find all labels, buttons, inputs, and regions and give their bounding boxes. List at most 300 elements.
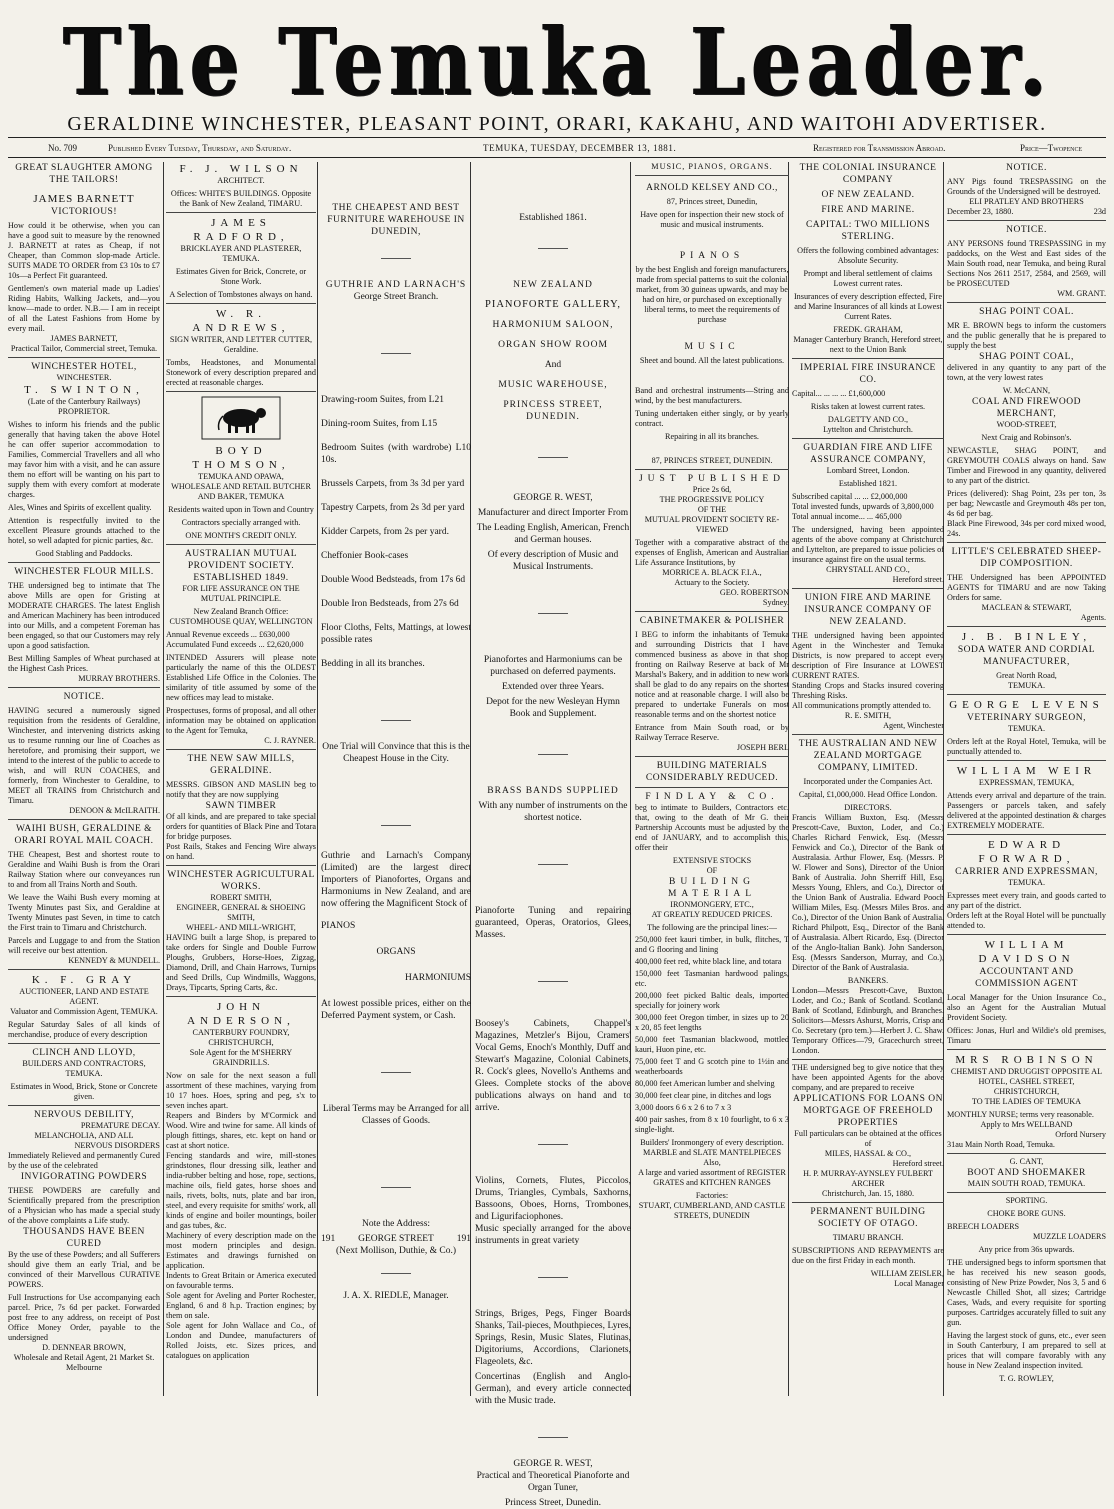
ad-subheading: Next Craig and Robinson's. [981, 433, 1072, 442]
ad-subheading: NERVOUS DISORDERS [74, 1141, 160, 1150]
ad-signature: Apply to Mrs WELLBAND [980, 1120, 1073, 1129]
ad-heading: PIANOS [679, 251, 745, 261]
ad-body: Sole agent for John Wallace and Co., of London and Dundee, manufacturers of Rolled Joists, etc. Sizes prices, and catalogues on application [166, 1321, 316, 1360]
ad-body: Estimates Given for Brick, Concrete, or Stone Work. [175, 267, 307, 286]
ad-subheading: MUZZLE LOADERS [1033, 1232, 1106, 1241]
ad-name: WILLIAM DAVIDSON [978, 939, 1075, 965]
columns [8, 162, 1106, 1508]
timber-list-item: 400 pair sashes, from 8 x 10 fourlight, to 6 x 3 single-light. [635, 1115, 789, 1134]
divider [538, 754, 568, 755]
ad-body: A large and varied assortment of REGISTER GRATES and KITCHEN RANGES [638, 1168, 786, 1187]
ad-subheading: CHEMIST AND DRUGGIST OPPOSITE AL HOTEL, CASHEL STREET, CHRISTCHURCH, [950, 1067, 1103, 1096]
ad-subheading: OF [706, 866, 718, 875]
issue-number: No. 709 [48, 143, 77, 153]
ad-body: by the best English and foreign manufacturers, made from special patterns to suit the colonial market, from 30 guineas upwards, and may be had on hire, or purchased on exceptionally liberal terms, to meet the requirements of purchase [635, 265, 789, 324]
divider [635, 175, 789, 176]
ad-subheading: BANKERS. [847, 976, 889, 985]
ad-subheading: TO THE LADIES OF TEMUKA [971, 1097, 1082, 1106]
ad-body: Have open for inspection their new stock of music and musical instruments. [640, 210, 784, 229]
ad-subheading: BUILDING MATERIAL [667, 877, 757, 899]
ad-body: Risks taken at lowest current rates. [810, 402, 926, 411]
ad-subheading: AT GREATLY REDUCED PRICES. [651, 910, 773, 919]
ad-signature: R. E. SMITH, [844, 711, 892, 720]
price-list [321, 394, 471, 670]
ad-signature: FREDK. GRAHAM, [833, 325, 903, 334]
ad-subheading: FOR LIFE ASSURANCE ON THE MUTUAL PRINCIPLE. [182, 584, 300, 603]
divider [8, 1043, 160, 1044]
divider [8, 819, 160, 820]
ad-heading: WINCHESTER AGRICULTURAL WORKS. [167, 870, 315, 892]
ad-heading: SHAG POINT COAL. [979, 307, 1074, 317]
ad-subheading: TIMARU BRANCH. [832, 1233, 904, 1242]
ad-body: THE undersigned begs to inform sportsmen that he has received his new season goods, consisting of New Prize Powder, Nos 3, 5 and 6 Newcastle Chilled Shot, all sizes; Cartridge Cases, Wads, and every requisite for sporting purposes. Cartridges accurately filled to suit any gun. [947, 1258, 1106, 1327]
ad-body: SUBSCRIPTIONS AND REPAYMENTS are due on the first Friday in each month. [792, 1246, 944, 1265]
divider [947, 302, 1106, 303]
ad-signature: MACLEAN & STEWART, [981, 603, 1072, 612]
ad-signature: Agent, Winchester [883, 721, 944, 730]
timber-list-item: 80,000 feet American lumber and shelving [635, 1079, 775, 1088]
divider [538, 1277, 568, 1278]
ad-heading: LITTLE'S CELEBRATED SHEEP-DIP COMPOSITION. [951, 547, 1102, 569]
ad-body: Extended over three Years. [501, 682, 605, 692]
ad-body: Entrance from Main South road, or by Railway Terrace Reserve. [635, 723, 789, 742]
divider [166, 996, 316, 997]
timber-list-item: 3,000 doors 6 6 x 2 6 to 7 x 3 [635, 1103, 732, 1112]
ad-subheading: ENGINEER, GENERAL & SHOEING SMITH, [176, 903, 306, 922]
ad-signature: CHRYSTALL AND CO., [826, 565, 910, 574]
ad-body: Now on sale for the next season a full assortment of these machines, varying from 10 17 hoes. Hoes, spring and peg, s'x to seven inches apart. [166, 1071, 316, 1110]
ad-subheading: SAWN TIMBER [205, 801, 277, 811]
ad-name: NEW ZEALAND [513, 280, 593, 290]
ad-signature: C. J. RAYNER. [264, 736, 316, 745]
issue-date: TEMUKA, TUESDAY, DECEMBER 13, 1881. [483, 143, 677, 153]
timber-list [635, 935, 789, 1135]
street-name: GEORGE STREET [358, 1234, 434, 1244]
ad-name: W. R. ANDREWS, [192, 308, 290, 334]
ad-signature: T. G. ROWLEY, [999, 1374, 1054, 1383]
ad-body: Guthrie and Larnach's Company (Limited) are the largest direct Importers of Pianofortes, Organs and Harmoniums in New Zealand, and are now offering the Magnificent Stock of [321, 851, 471, 909]
divider [635, 787, 789, 788]
ad-subheading: SHAG POINT COAL, [979, 352, 1074, 362]
ad-subheading: EXPRESSMAN, TEMUKA, [978, 778, 1075, 787]
ad-body: Attends every arrival and departure of the train. Passengers or parcels taken, and safely delivered at the appointed destination & charges EXTREMELY MODERATE. [947, 791, 1106, 830]
column-4 [475, 162, 631, 1508]
divider [947, 834, 1106, 835]
ad-body: Any price from 36s upwards. [978, 1245, 1075, 1254]
ad-name: ARNOLD KELSEY AND CO., [646, 183, 778, 193]
divider [538, 613, 568, 614]
ad-body: Concertinas (English and Anglo-German), and every article connected with the Music trade. [475, 1372, 631, 1406]
ad-body: Estimates in Wood, Brick, Stone or Concrete given. [10, 1082, 158, 1101]
ad-footer: ONE MONTH'S CREDIT ONLY. [185, 531, 297, 540]
column-3 [321, 162, 471, 1396]
ad-signature: GEO. ROBERTSON [719, 588, 789, 597]
ad-signature: GEORGE R. WEST, [513, 1459, 593, 1469]
ad-subheading: SODA WATER AND CORDIAL MANUFACTURER, [957, 645, 1096, 667]
ad-body: Boosey's Cabinets, Chappel's Magazines, Metzler's Bijou, Cramers' Vocal Gems, Enoch's Monthly, Duff and Stewart's Magazine, Colonial Cabinets, R. Cock's glees, Novello's Anthems and Glees. Complete stocks of the above publications always on hand and to arrive. [475, 1019, 631, 1113]
ad-body: ANY PERSONS found TRESPASSING in my paddocks, on the West and East sides of the Main South road, near Temuka, and being Rural Sections Nos 2611 2517, 2584, and 2569, will be PROSECUTED [947, 239, 1106, 288]
ad-body: delivered in any quantity to any part of the town, at the very lowest rates [947, 363, 1106, 382]
ad-subheading: 87, Princes street, Dunedin, [666, 197, 758, 206]
price-list-item: Bedroom Suites (with wardrobe) L10 10s. [321, 443, 471, 465]
ad-signature: JOSEPH BERL [736, 743, 789, 752]
ad-signature: 87, PRINCES STREET, DUNEDIN. [651, 456, 773, 465]
divider [792, 734, 944, 735]
bull-illustration-icon [201, 396, 281, 440]
divider [381, 1187, 411, 1188]
ad-subheading: COAL AND FIREWOOD MERCHANT, [972, 397, 1081, 419]
ad-subheading: TEMUKA AND OPAWA, [198, 472, 284, 481]
ad-subheading: BRICKLAYER AND PLASTERER, TEMUKA. [180, 244, 302, 263]
divider [947, 542, 1106, 543]
ad-signature: MURRAY BROTHERS. [78, 674, 160, 683]
ad-subheading: CANTERBURY FOUNDRY, CHRISTCHURCH, [192, 1028, 290, 1047]
ad-subheading: CAPITAL: TWO MILLIONS STERLING. [805, 220, 931, 242]
masthead [0, 0, 1114, 117]
ad-date: December 23, 1880. [947, 207, 1014, 216]
ad-heading: THE NEW SAW MILLS, GERALDINE. [187, 754, 295, 776]
divider [381, 720, 411, 721]
ad-body: Contractors specially arranged with. [181, 518, 301, 527]
divider [8, 969, 160, 970]
ad-name: MRS ROBINSON [955, 1054, 1098, 1066]
ad-subheading: WOOD-STREET, [996, 420, 1057, 429]
ad-subheading: PREMATURE DECAY. [80, 1121, 160, 1130]
divider [947, 760, 1106, 761]
ad-body: Ales, Wines and Spirits of excellent quality. [8, 503, 152, 512]
ad-subheading: TEMUKA. [1007, 878, 1046, 887]
ad-subheading: CARRIER AND EXPRESSMAN, [955, 867, 1098, 877]
ad-signature: ELI PRATLEY AND BROTHERS [969, 197, 1084, 206]
ad-body: THE Undersigned has been APPOINTED AGENTS for TIMARU and are now Taking Orders for same. [947, 573, 1106, 602]
ad-subheading: HARMONIUMS [405, 973, 471, 983]
ad-subheading: THE PROGRESSIVE POLICY [659, 495, 765, 504]
ad-subheading: SIGN WRITER, AND LETTER CUTTER, Geraldine. [169, 335, 313, 354]
ad-signature: H. P. MURRAY-AYNSLEY FULBERT ARCHER [803, 1169, 933, 1188]
ad-subheading: MELANCHOLIA, AND ALL [34, 1131, 134, 1140]
ad-subheading: Sole Agent for the M'SHERRY GRAINDRILLS. [189, 1048, 293, 1067]
ad-body: Orders left at the Royal Hotel will be punctually attended to. [947, 911, 1106, 930]
column-7 [947, 162, 1106, 1396]
ad-subheading: Established 1821. [838, 479, 898, 488]
ad-body: INTENDED Assurers will please note particularly the name of this the OLDEST Established Life Office in the Colonies. The similarity of title assumed by some of the new offices may lead to mistake. [166, 653, 316, 702]
ad-subheading: Factories: [695, 1191, 729, 1200]
ad-body: At lowest possible prices, either on the Deferred Payment system, or Cash. [321, 999, 471, 1021]
ad-signature: MILES, HASSAL & CO., [824, 1149, 912, 1158]
ad-signature: 31au Main North Road, Temuka. [947, 1140, 1055, 1149]
ad-heading: MUSIC [684, 342, 740, 352]
column-1 [8, 162, 160, 1396]
ad-signature: WM. GRANT. [1057, 289, 1106, 298]
ad-heading: NOTICE. [1006, 225, 1047, 235]
ad-body: Best Milling Samples of Wheat purchased at the Highest Cash Prices. [8, 654, 160, 673]
ad-subheading: ACCOUNTANT AND COMMISSION AGENT [975, 967, 1078, 989]
ad-heading: NOTICE. [1006, 163, 1047, 173]
ad-heading: IMPERIAL FIRE INSURANCE CO. [800, 363, 936, 385]
ad-signature-title: Manager. [413, 1291, 449, 1301]
ad-body: Black Pine Firewood, 34s per cord mixed wood, 24s. [947, 519, 1106, 538]
ad-name: HARMONIUM SALOON, [492, 320, 614, 330]
ad-subheading: MAIN SOUTH ROAD, TEMUKA. [967, 1179, 1086, 1188]
divider [792, 588, 944, 589]
divider [538, 248, 568, 249]
ad-signature: Local Manager [894, 1279, 944, 1288]
ad-body: Builders' Ironmongery of every description. [640, 1138, 784, 1147]
ad-signature: Hereford street. [892, 1159, 944, 1168]
ad-subheading: ORGANS [376, 947, 416, 957]
ad-subheading: WHEEL- AND MILL-WRIGHT, [186, 923, 296, 932]
ad-subheading: CHOKE BORE GUNS. [987, 1209, 1066, 1218]
ad-signature [321, 1290, 471, 1302]
price-list-item: Floor Cloths, Felts, Mattings, at lowest possible rates [321, 623, 471, 645]
ad-body: The Leading English, American, French and German houses. [476, 523, 630, 545]
ad-body: With any number of instruments on the shortest notice. [478, 801, 628, 823]
ad-body: Full Instructions for Use accompanying each parcel. Price, 7s 6d per packet. Forwarded post free to any address, on receipt of Post Office Money Order, payable to the undersigned [8, 1293, 160, 1342]
ad-body: How could it be otherwise, when you can have a good suit to measure by the renowned J. BARNETT at rates as Cheap, if not Cheaper, than Common slop-made Article. SUITS MADE TO ORDER from £3 10s to £7 10s—a Perfect Fit guaranteed. [8, 221, 160, 280]
timber-list-item: 200,000 feet picked Baltic deals, imported specially for joinery work [635, 991, 789, 1010]
price-list-item: Bedding in all its branches. [321, 659, 425, 669]
ad-subheading: BUILDERS AND CONTRACTORS, TEMUKA. [22, 1059, 146, 1078]
divider [947, 694, 1106, 695]
ad-heading: BUILDING MATERIALS CONSIDERABLY REDUCED. [645, 761, 779, 783]
ad-subheading: ARCHITECT. [217, 176, 265, 185]
ad-heading: APPLICATIONS FOR LOANS ON MORTGAGE OF FREEHOLD PROPERTIES [792, 1094, 943, 1128]
ad-body: One Trial will Convince that this is the Cheapest House in the City. [322, 742, 470, 764]
ad-subheading: EXTENSIVE STOCKS [672, 856, 752, 865]
ad-body: THESE POWDERS are carefully and Scientifically prepared from the prescription of a Physician who has made a special study of the above complaints a Life study. [8, 1186, 160, 1225]
ad-name: GUTHRIE AND LARNACH'S [325, 280, 467, 290]
ad-signature: Christchurch, Jan. 15, 1880. [821, 1189, 915, 1198]
ad-body: The undersigned, having been appointed agents of the above company at Christchurch and Lyttelton, are prepared to issue policies of insurance against fire on the usual terms. [792, 525, 944, 564]
ad-body: All communications promptly attended to. [792, 701, 931, 710]
ad-name: PRINCESS STREET, DUNEDIN. [503, 400, 603, 422]
ad-name: BOYD THOMSON, [192, 445, 290, 471]
ad-body: Local Manager for the Union Insurance Co., also an Agent for the Australian Mutual Provident Society. [947, 993, 1106, 1022]
dateline-rule [8, 157, 1106, 158]
ad-code: 23d [1093, 207, 1106, 216]
ad-signature: STUART, CUMBERLAND, AND CASTLE STREETS, DUNEDIN [638, 1201, 786, 1220]
divider [381, 825, 411, 826]
ad-signature: Sydney. [762, 598, 789, 607]
ad-heading: INVIGORATING POWDERS [20, 1172, 148, 1182]
ad-heading: GREAT SLAUGHTER AMONG THE TAILORS! [15, 163, 153, 185]
ad-signature: W. McCANN, [1002, 386, 1051, 395]
address-line [321, 1233, 471, 1245]
ad-body: Pianoforte Tuning and repairing guaranteed, Operas, Oratorios, Glees, Masses. [475, 906, 631, 940]
ad-signature: Agents. [1080, 613, 1106, 622]
divider [8, 357, 160, 358]
timber-list-item: 250,000 feet kauri timber, in bulk, flitches, T and G flooring and lining [635, 935, 789, 954]
ad-body: Regular Saturday Sales of all kinds of merchandise, produce of every description [8, 1020, 160, 1039]
ad-body: THE undersigned beg to give notice that they have been appointed Agents for the above company, and are prepared to receive [792, 1063, 944, 1092]
ad-signature: Princess Street, Dunedin. [504, 1498, 602, 1508]
divider [381, 353, 411, 354]
ad-subheading: IRONMONGERY, ETC., [670, 900, 754, 909]
ad-body: ANY Pigs found TRESPASSING on the Grounds of the Undersigned will be destroyed. [947, 177, 1106, 196]
ad-date-line [947, 207, 1106, 217]
price-list-item: Double Wood Bedsteads, from 17s 6d [321, 575, 466, 585]
divider [166, 391, 316, 392]
ad-name: J. B. BINLEY, [961, 631, 1092, 643]
ad-body: Depot for the new Wesleyan Hymn Book and Supplement. [486, 697, 620, 719]
ad-name: WILLIAM WEIR [956, 765, 1097, 777]
ad-body: NEWCASTLE, SHAG POINT, and GREYMOUTH COALS always on hand. Saw Timber and Firewood in any quantity, delivered to any part of the district. [947, 446, 1106, 485]
divider [381, 258, 411, 259]
divider [538, 457, 568, 458]
ad-subheading: (Next Mollison, Duthie, & Co.) [335, 1246, 457, 1256]
ad-body: Band and orchestral instruments—String and wind, by the best manufacturers. [635, 386, 789, 405]
ad-body: Offices: WHITE'S BUILDINGS. Opposite the Bank of New Zealand, TIMARU. [170, 189, 312, 208]
divider [947, 934, 1106, 935]
ad-body: MONTHLY NURSE; terms very reasonable. [947, 1110, 1094, 1119]
ad-body: Prices (delivered): Shag Point, 23s per ton, 3s per bag; Newcastle and Greymouth 48s per ton, 4s 6d per bag. [947, 489, 1106, 518]
ad-subheading: Price 2s 6d, [692, 485, 732, 494]
price-list-item: Double Iron Bedsteads, from 27s 6d [321, 599, 459, 609]
ad-subheading: VETERINARY SURGEON, [967, 713, 1086, 723]
ad-subheading: OF THE [697, 505, 727, 514]
ad-name: G. CANT, [1009, 1157, 1044, 1166]
ad-body: Tuning undertaken either singly, or by yearly contract. [635, 409, 789, 428]
ad-name: FINDLAY & CO. [645, 792, 779, 802]
ad-body: Residents waited upon in Town and Country [168, 505, 314, 514]
timber-list-item: 400,000 feet red, white black line, and totara [635, 957, 782, 966]
ad-body: Post Rails, Stakes and Fencing Wire always on hand. [166, 842, 316, 861]
divider [166, 212, 316, 213]
divider [166, 303, 316, 304]
divider [635, 611, 789, 612]
price-list-item: Dining-room Suites, from L15 [321, 419, 438, 429]
ad-body: THE undersigned having been appointed Agent in the Winchester and Temuka Districts, is now prepared to accept every description of Fire Insurance at LOWEST CURRENT RATES. [792, 631, 944, 680]
ad-body: Indents to Great Britain or America executed on favourable terms. [166, 1271, 316, 1290]
ad-body: Manufacturer and direct Importer From [477, 508, 629, 518]
ad-body: Sole agent for Aveling and Porter Rochester, England, 6 and 8 h.p. Traction engines; by them on sale. [166, 1291, 316, 1320]
divider [635, 469, 789, 470]
ad-heading: BRASS BANDS SUPPLIED [487, 786, 619, 796]
ad-body: Machinery of every description made on the most modern principles and design. Estimates and drawings furnished on application. [166, 1231, 316, 1270]
timber-list-item: 50,000 feet Tasmanian blackwood, mottled kauri, Huon pine, etc. [635, 1035, 789, 1054]
ad-body: Full particulars can be obtained at the offices of [794, 1129, 942, 1148]
ad-subheading: (Late of the Canterbury Railways) PROPRIETOR. [27, 397, 141, 416]
ad-name: F. J. WILSON [179, 163, 303, 175]
ad-heading: CLINCH AND LLOYD, [32, 1048, 136, 1058]
ad-subheading: Great North Road, [996, 671, 1057, 680]
ad-body: Annual Revenue exceeds ... £630,000 [166, 630, 290, 639]
divider [792, 438, 944, 439]
ad-body: Music specially arranged for the above instruments in great variety [475, 1224, 631, 1246]
ad-body: Capital... ... ... ... £1,600,000 [792, 389, 886, 398]
ad-name: JAMES RADFORD, [193, 217, 289, 243]
ad-heading: UNION FIRE AND MARINE INSURANCE COMPANY OF NEW ZEALAND. [804, 593, 932, 627]
divider [538, 1437, 568, 1438]
ad-body: Subscribed capital ... ... £2,000,000 [792, 492, 908, 501]
ad-heading: THE COLONIAL INSURANCE COMPANY [799, 163, 937, 185]
ad-signature: MORRICE A. BLACK F.I.A., [662, 568, 762, 577]
ad-body: Violins, Cornets, Flutes, Piccolos, Drums, Triangles, Cymbals, Saxhorns, Bassoons, Oboes, Horns, Trombones, and Ligurifaciophones. [475, 1176, 631, 1222]
ad-subheading: WINCHESTER. [56, 373, 112, 382]
ad-heading: NOTICE. [63, 692, 105, 702]
ad-body: The following are the principal lines:— [647, 923, 777, 932]
divider [947, 1049, 1106, 1050]
ad-body: beg to intimate to Builders, Contractors etc. that, owing to the death of Mr G. their Partnership Accounts must be adjusted by the end of JANUARY, and to accomplish this, offer their [635, 803, 789, 852]
ad-subheading: George Street Branch. [353, 292, 439, 302]
divider [947, 1153, 1106, 1154]
ad-heading: Established 1861. [519, 213, 587, 223]
top-rule [8, 137, 1106, 138]
ad-subheading: Lombard Street, London. [826, 466, 910, 475]
ad-body: Strings, Briges, Pegs, Finger Boards Shanks, Tail-pieces, Mouthpieces, Lyres, Springs, Resin, Music Slates, Flutinas, Digitoriums, Accordions, Clarionets, Flageolets, &c. [475, 1309, 631, 1367]
ad-body: Tombs, Headstones, and Monumental Stonework of every description prepared and erected at reasonable charges. [166, 358, 316, 387]
ad-signature: DALGETTY AND CO., [827, 415, 909, 424]
divider [947, 1192, 1106, 1193]
ad-subheading: AUCTIONEER, LAND AND ESTATE AGENT. [19, 987, 149, 1006]
ad-name: K. F. GRAY [31, 974, 137, 986]
divider [381, 1273, 411, 1274]
ad-body: Gentlemen's own material made up Ladies' Riding Habits, Walking Jackets, and—you know—made to order. N.B.— I am in receipt of all the Latest Fashions from Home by every mail. [8, 284, 160, 333]
price-list-item: Kidder Carpets, from 2s per yard. [321, 527, 449, 537]
ad-name: ROBERT SMITH, [210, 893, 272, 902]
ad-heading: JUST PUBLISHED [638, 474, 786, 484]
price-list-item: Brussels Carpets, from 3s 3d per yard [321, 479, 465, 489]
ad-subheading: Also, [703, 1158, 721, 1167]
ad-heading: AUSTRALIAN MUTUAL PROVIDENT SOCIETY. [184, 549, 298, 571]
ad-body: Total annual income... ... 465,000 [792, 512, 902, 521]
ad-subheading: MUTUAL PROVIDENT SOCIETY RE-VIEWED [644, 515, 780, 534]
ad-body: Liberal Terms may be Arranged for all Classes of Goods. [322, 1104, 470, 1126]
ad-subheading: PIANOS [321, 921, 356, 931]
ad-body: Standing Crops and Stacks insured covering Threshing Risks. [792, 681, 944, 700]
ad-name: ORGAN SHOW ROOM [498, 340, 608, 350]
ad-name: EDWARD FORWARD, [978, 839, 1075, 865]
ad-subheading: TEMUKA. [1007, 724, 1046, 733]
ad-body: We leave the Waihi Bush every morning at Twenty Minutes past Six, and Geraldine at Twenty Minutes past Seven, in time to catch the First train to Timaru and Christchurch. [8, 893, 160, 932]
ad-body: Expresses meet every train, and goods carted to any part of the district. [947, 891, 1106, 910]
ad-body: HAVING built a large Shop, is prepared to take orders for Single and Double Furrow Ploughs, Grubbers, Horse-Hoes, Zigzag, Diamond, Drill, and Chain Harrows, Turnips and Seed Drills, Cup Windmills, Waggons, Drays, Tipcarts, Spring Carts, &c. [166, 933, 316, 992]
ad-subheading: And [544, 360, 562, 370]
ad-subheading: BREECH LOADERS [947, 1222, 1020, 1231]
price-list-item: Cheffonier Book-cases [321, 551, 409, 561]
divider [8, 1105, 160, 1106]
registration-note: Registered for Transmission Abroad. [813, 143, 946, 153]
ad-name: GEORGE LEVENS [949, 699, 1104, 711]
divider [538, 864, 568, 865]
ad-body: THE undersigned beg to intimate that The above Mills are open for Gristing at MODERATE CHARGES. The latest English and American Machinery has been introduced into our Mills, and a competent Foreman has been engaged, so that our Customers may rely upon a good satisfaction. [8, 581, 160, 650]
timber-list-item: 300,000 feet Oregon timber, in sizes up to 20 x 20, 85 feet lengths [635, 1013, 789, 1032]
divider [166, 865, 316, 866]
ad-body: Insurances of every description effected, Fire and Marine Insurances of all kinds at Lowest Current Rates. [793, 292, 943, 321]
ad-heading: WAIHI BUSH, GERALDINE & ORARI ROYAL MAIL COACH. [14, 824, 154, 846]
ad-heading: THE AUSTRALIAN AND NEW ZEALAND MORTGAGE COMPANY, LIMITED. [798, 739, 938, 773]
masthead-title: The Temuka Leader. [62, 9, 1052, 117]
ad-signature: JAMES BARNETT, [50, 334, 118, 343]
divider [792, 358, 944, 359]
ad-subheading: Valuator and Commission Agent, TEMUKA. [10, 1007, 158, 1016]
ad-body: Immediately Relieved and permanently Cured by the use of the celebrated [8, 1151, 160, 1170]
ad-body: MESSRS. GIBSON AND MASLIN beg to notify that they are now supplying [166, 780, 316, 799]
divider [792, 1202, 944, 1203]
ad-body: THE Cheapest, Best and shortest route to Geraldine and Waihi Bush is from the Orari Railway Station where our conveyances run to and from all Trains North and South. [8, 850, 160, 889]
ad-subheading: FIRE AND MARINE. [821, 205, 915, 215]
street-number: 191 [321, 1234, 336, 1244]
publication-days: Published Every Tuesday, Thursday, and Saturday. [108, 143, 292, 153]
ad-body: Francis William Buxton, Esq. (Messrs Prescott-Cave, Buxton, Loder, and Co.) Charles Richard Fenwick, Esq. (Messrs Fenwick and Co.), Director of the Bank of Australasia. Arthur Flower, Esq. (Messrs. P. W. Flower and Sons), Director of the Union Bank of Australia. John Sherriff Hill, Esq. Messrs Young, Ehlers, and Co.), Director of the Union Bank of Australia. Edward Pooch William Miles, Esq. (Messrs Miles Bros. and Co.), Director of the Union Bank of Australia. Richard Philpott, Esq., Director of the Bank of Australasia. Albert Ricardo, Esq. (Director of the Anglo-Italian Bank). John Sanderson, Esq. (Messrs Sanderson, Murray, and Co.), Director of the Bank of Australasia. [792, 813, 944, 972]
ad-signature: KENNEDY & MUNDELL. [68, 956, 160, 965]
masthead-subtitle: GERALDINE WINCHESTER, PLEASANT POINT, ORARI, KAKAHU, AND WAITOHI ADVERTISER. [67, 113, 1047, 135]
ad-signature: Manager Canterbury Branch, Hereford street, next to the Union Bank [793, 335, 943, 354]
ad-body: Repairing in all its branches. [665, 432, 759, 441]
ad-signature: Practical Tailor, Commercial street, Temuka. [10, 344, 158, 353]
divider [792, 1059, 944, 1060]
divider [947, 220, 1106, 221]
